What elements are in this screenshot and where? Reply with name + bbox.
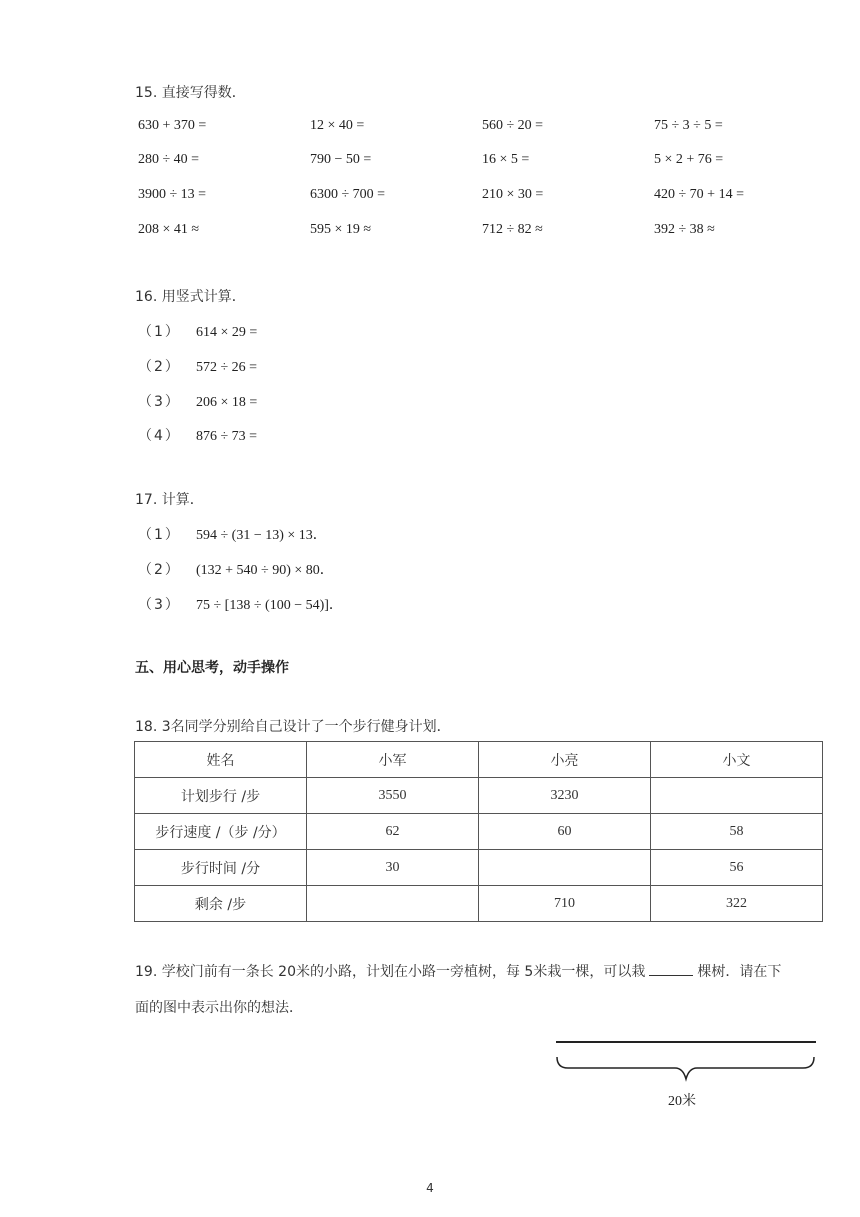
q15-cell: 6300 ÷ 700 =: [310, 187, 386, 202]
item-expression: 594 ÷ (31 − 13) × 13．: [196, 528, 327, 543]
table-cell: 322: [651, 886, 823, 922]
item-number: （2）: [138, 359, 181, 375]
row-label: 步行时间 /分: [135, 850, 307, 886]
q15-cell: 790 − 50 =: [310, 152, 372, 167]
q15-cell: 75 ÷ 3 ÷ 5 =: [654, 118, 723, 133]
q19-text-part1: 19. 学校门前有一条长 20米的小路，计划在小路一旁植树，每 5米栽一棵，可以栽: [135, 964, 646, 980]
q17-item: [138, 559, 334, 579]
q15-cell: 280 ÷ 40 =: [138, 152, 200, 167]
q16-title: 16. 用竖式计算．: [135, 289, 246, 305]
table-cell: 3550: [307, 778, 479, 814]
q16-item: [138, 391, 257, 411]
table-cell: 60: [479, 814, 651, 850]
row-label: 步行速度 /（步 /分）: [135, 814, 307, 850]
table-cell: 58: [651, 814, 823, 850]
section-heading: 五、用心思考，动手操作: [135, 660, 289, 676]
q17-item: [138, 594, 343, 614]
q15-title: 15. 直接写得数．: [135, 85, 246, 101]
q19-text-line1: [135, 961, 825, 981]
q15-cell: 560 ÷ 20 =: [482, 118, 544, 133]
q15-cell: 392 ÷ 38 ≈: [654, 222, 715, 237]
item-number: （4）: [138, 428, 181, 444]
table-header-cell: 小文: [651, 742, 823, 778]
q15-cell: 16 × 5 =: [482, 152, 530, 167]
q16-item: [138, 321, 257, 341]
item-expression: 614 × 29 =: [196, 325, 258, 340]
q16-item: [138, 356, 257, 376]
q17-item: [138, 524, 327, 544]
road-diagram: [550, 1035, 825, 1090]
length-label: 20米: [668, 1094, 696, 1109]
q17-title: 17. 计算．: [135, 492, 204, 508]
q15-cell: 12 × 40 =: [310, 118, 365, 133]
answer-blank[interactable]: [649, 963, 693, 976]
q16-item: [138, 425, 257, 445]
item-expression: 206 × 18 =: [196, 395, 258, 410]
q19-text-part2: 棵树．请在下: [697, 964, 782, 980]
table-cell: 3230: [479, 778, 651, 814]
table-cell: [307, 886, 479, 922]
table-cell: 62: [307, 814, 479, 850]
item-number: （1）: [138, 324, 181, 340]
q15-cell: 210 × 30 =: [482, 187, 544, 202]
item-number: （1）: [138, 527, 181, 543]
item-number: （3）: [138, 597, 181, 613]
q15-cell: 420 ÷ 70 + 14 =: [654, 187, 744, 202]
curly-brace: [557, 1057, 814, 1079]
table-cell: [651, 778, 823, 814]
q15-cell: 630 + 370 =: [138, 118, 207, 133]
table-cell: [479, 850, 651, 886]
q15-cell: 3900 ÷ 13 =: [138, 187, 207, 202]
table-cell: 30: [307, 850, 479, 886]
item-number: （3）: [138, 394, 181, 410]
row-label: 剩余 /步: [135, 886, 307, 922]
table-cell: 56: [651, 850, 823, 886]
q15-cell: 595 × 19 ≈: [310, 222, 372, 237]
q19-text-line2: 面的图中表示出你的想法．: [135, 1000, 303, 1016]
q18-title: 18. 3名同学分别给自己设计了一个步行健身计划．: [135, 719, 451, 735]
row-label: 计划步行 /步: [135, 778, 307, 814]
item-expression: 876 ÷ 73 =: [196, 429, 258, 444]
item-expression: (132 + 540 ÷ 90) × 80．: [196, 563, 334, 578]
item-expression: 572 ÷ 26 =: [196, 360, 258, 375]
q15-cell: 5 × 2 + 76 =: [654, 152, 724, 167]
table-row: [135, 850, 823, 886]
table-row: [135, 778, 823, 814]
table-row: [135, 814, 823, 850]
table-row: [135, 886, 823, 922]
item-number: （2）: [138, 562, 181, 578]
table-header-cell: 小军: [307, 742, 479, 778]
page-number: 4: [426, 1181, 434, 1195]
walking-plan-table: [134, 741, 823, 922]
q15-cell: 208 × 41 ≈: [138, 222, 200, 237]
table-header-row: [135, 742, 823, 778]
table-header-cell: 小亮: [479, 742, 651, 778]
q15-cell: 712 ÷ 82 ≈: [482, 222, 543, 237]
item-expression: 75 ÷ [138 ÷ (100 − 54)]．: [196, 598, 343, 613]
table-header-cell: 姓名: [135, 742, 307, 778]
table-cell: 710: [479, 886, 651, 922]
